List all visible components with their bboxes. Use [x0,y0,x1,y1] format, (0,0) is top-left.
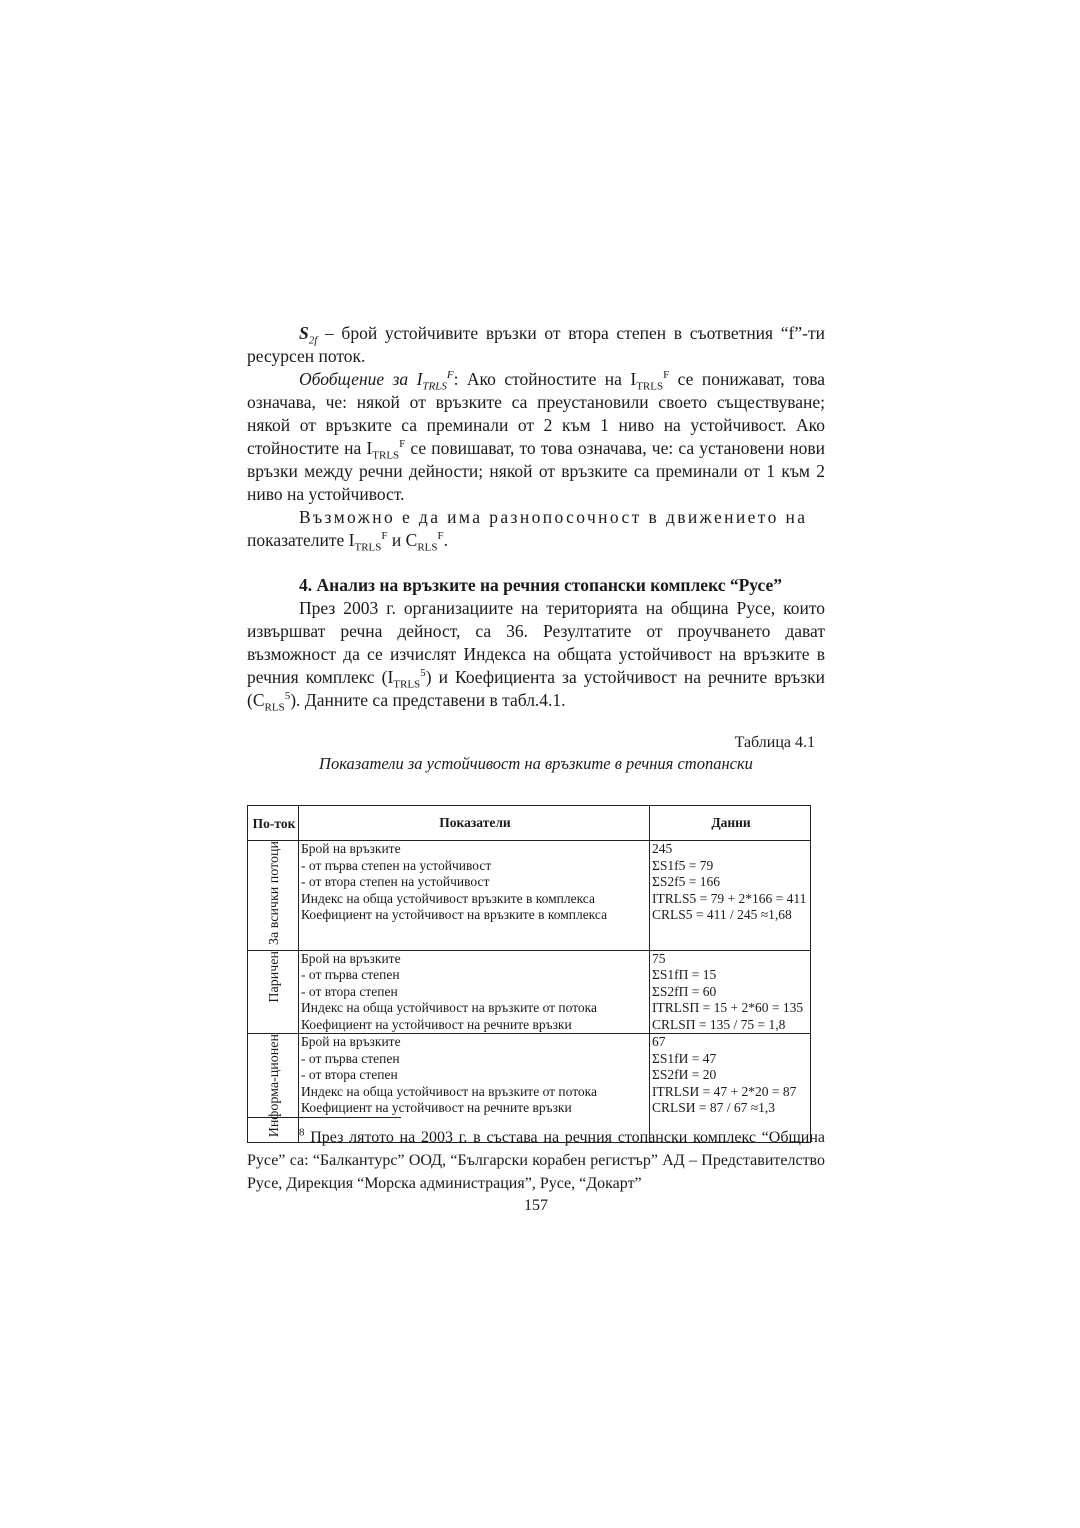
data-value: ITRLS5 = 79 + 2*166 = 411 [652,890,807,906]
table-row: Индекс на обща устойчивост на връзките от потока [301,1000,598,1016]
section-heading: 4. Анализ на връзките на речния стопански комплекс “Русе” [299,575,783,595]
data-value: ITRLSИ = 47 + 2*20 = 87 [652,1083,797,1099]
table-row: Индекс на обща устойчивост връзките в комплекса [301,890,595,906]
table-title: Показатели за устойчивост на връзките в речния стопански [319,754,753,773]
indicators-cell [299,841,650,951]
data-cell [650,841,811,951]
table-number: Таблица 4.1 [734,734,815,751]
data-value: CRLS5 = 411 / 245 ≈1,68 [652,907,792,922]
footnote-mark: 8 [299,1126,305,1139]
data-value: ΣS2fП = 60 [652,983,717,999]
symbol: S [299,323,309,343]
paragraph-divergence: Възможно е да има разнопосочност в движението на показателите $I_{TRLS}^F$ и $C_{RLS}^F$. [247,507,808,554]
table-row: Брой на връзките [301,950,401,966]
table-row: - от втора степен [301,983,398,999]
header-indicators: Показатели [299,806,650,841]
table-row: Индекс на обща устойчивост на връзките от потока [301,1083,598,1099]
page-number: 157 [524,1197,548,1214]
header-flow: По-ток [248,806,299,841]
data-value: 245 [652,841,673,856]
data-value: ΣS1f5 = 79 [652,857,714,873]
data-value: 67 [652,1034,666,1050]
group-label: За всички потоци [266,841,282,946]
data-value: ΣS2f5 = 166 [652,874,720,889]
table-row: - от втора степен [301,1067,398,1083]
page-content [247,322,826,1214]
group-label-cell [248,841,299,951]
table-row: - от първа степен [301,1050,400,1066]
table-header-row [248,806,811,841]
data-value: ΣS2fИ = 20 [652,1067,717,1083]
group-monetary [248,950,811,1034]
paragraph-analysis: През 2003 г. организациите на територията на община Русе, които извършват речна дейност, са 36. Резултатите от проучването дават възможност да се изчислят Индекса на общата устойчивост на връзките в речния комплекс $(I_{TRLS}^5)$ и Коефициента за устойчивост на речните връзки $(C_{RLS}^5)$. Данните са представени в табл.4.1. [247,598,826,714]
footnote: $^8$ През лятото на 2003 г. в състава на речния стопански комплекс “Община Русе” са: “Балкантурс” ООД, “Български корабен регистър” АД – Представителство Русе, Дирекция “Морска администрация”, Русе, “Докарт” [247,1126,825,1192]
data-value: ΣS1fИ = 47 [652,1050,717,1066]
table-row: - от първа степен [301,967,400,983]
group-label-cell [248,950,299,1034]
data-cell [650,950,811,1034]
table-row: - от втора степен на устойчивост [301,874,490,889]
data-value: ΣS1fП = 15 [652,967,717,983]
paragraph-summary: Обобщение за $I_{TRLS}^F$: Ако стойностите на $I_{TRLS}^F$ се понижават, това означава, че: някой от връзките са преустановили своето съществуване; някой от връзките са преминали от 2 към 1 ниво на устойчивост. Ако стойностите на $I_{TRLS}^F$ се повишават, то това означава, че: са установени нови връзки между речни дейности; някой от връзките са преминали от 1 към 2 ниво на устойчивост. [247,369,825,504]
paragraph-s2f: $S_{2f}$ – брой устойчивите връзки от втора степен в съответния “f”-ти ресурсен поток. [247,323,825,366]
data-value: 75 [652,950,666,966]
indicators-cell [299,950,650,1034]
group-label: Паричен [266,950,282,1003]
data-value: CRLSИ = 87 / 67 ≈1,3 [652,1100,776,1116]
table-row: Коефициент на устойчивост на връзките в комплекса [301,907,608,922]
table-row: Коефициент на устойчивост на речните връзки [301,1016,572,1032]
data-value: CRLSП = 135 / 75 = 1,8 [652,1016,786,1032]
group-label: Информа-ционен [266,1034,282,1138]
footnote-divider [247,1117,401,1118]
group-all [248,841,811,951]
data-value: ITRLSП = 15 + 2*60 = 135 [652,1000,804,1016]
table-row: Брой на връзките [301,1034,401,1050]
table-row: Коефициент на устойчивост на речните връзки [301,1100,572,1116]
table-row: Брой на връзките [301,841,401,856]
stability-table [247,805,811,1143]
header-data: Данни [650,806,811,841]
table-row: - от първа степен на устойчивост [301,857,492,873]
